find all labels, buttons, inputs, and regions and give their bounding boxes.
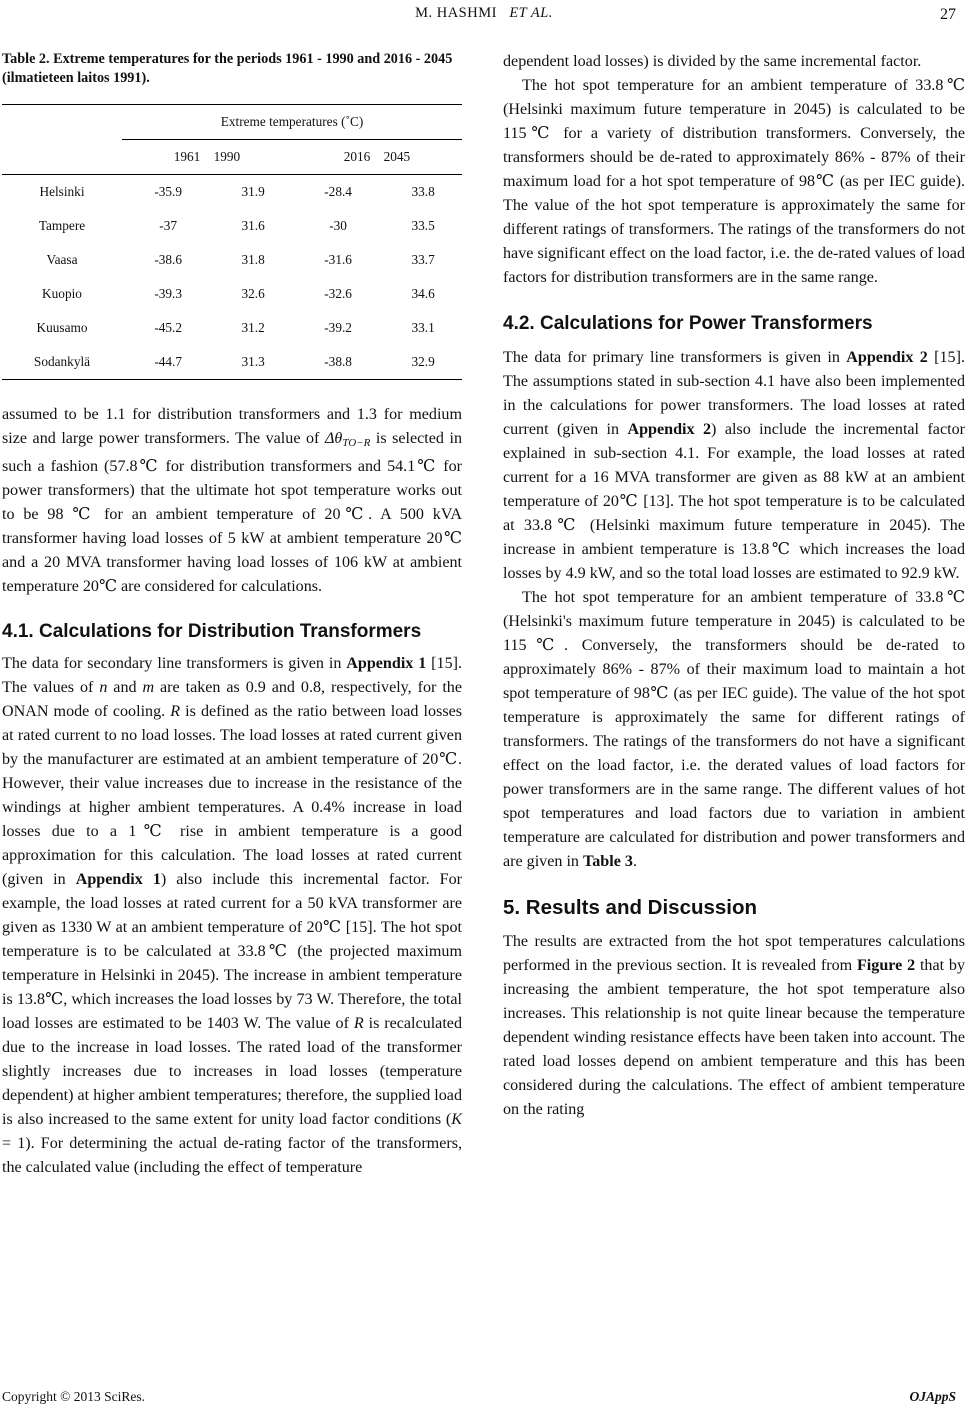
city-cell: Vaasa (46, 252, 78, 267)
value-cell: -30 (329, 218, 347, 233)
paragraph-power (503, 346, 965, 586)
table-row (2, 175, 462, 210)
text-run: and (107, 679, 143, 696)
table-row (2, 277, 462, 311)
text-run: ) also include this incremental factor. For example, the load losses at rated current for a 50 kVA transformer are given as 1330 W at an ambient temperature of 20℃ [15]. The hot spot temperature is to be calculated at 33.8℃ (the projected maximum temperature in Helsinki in 2045). The increase in ambient temperature is 13.8℃, which increases the load losses by 73 W. Therefore, the total load losses are estimated to be 1403 W. The value of (2, 871, 462, 1032)
value-cell: 31.9 (241, 184, 265, 199)
value-cell: 33.7 (411, 252, 435, 267)
value-cell: 32.6 (241, 286, 265, 301)
table-row (2, 345, 462, 380)
symbol-k: K (451, 1111, 462, 1128)
table-row (2, 209, 462, 243)
text-run: [15]. The values of (2, 655, 462, 696)
paragraph-results (503, 930, 965, 1122)
text-run: [15]. The assumptions stated in sub-section 4.1 have also been implemented in the calculations for power transformers. The load losses at rated current (given in (503, 349, 965, 438)
value-cell: 32.9 (384, 345, 462, 380)
value-cell: 33.5 (411, 218, 435, 233)
value-cell: -44.7 (122, 345, 214, 380)
journal-abbrev: OJAppS (909, 1389, 956, 1404)
table-period-row (2, 140, 462, 175)
value-cell: -39.3 (154, 286, 183, 301)
city-cell: Kuusamo (36, 320, 88, 335)
value-cell: -28.4 (324, 184, 352, 199)
text-run: is recalculated due to the increase in load losses. The rated load of the transformer slightly increases due to increases in load losses (temperature dependent) at higher ambient temperatures; therefore, the supplied load is also increased to the same extent for unity load factor conditions ( (2, 1015, 462, 1128)
city-cell: Kuopio (42, 286, 82, 301)
value-cell: -38.8 (292, 345, 384, 380)
right-column (503, 50, 965, 1122)
table-group-header-row (2, 105, 462, 140)
paragraph-distribution (2, 652, 462, 1180)
period-1961-1990: 1961 1990 (122, 140, 292, 175)
text-run: ) also include the incremental factor explained in sub-section 4.1. For example, the load losses at rated current for a 16 MVA transformer are given as 88 kW at an ambient temperature of 20℃ [13]. The hot spot temperature is to be calculated at 33.8℃ (Helsinki maximum future temperature in 2045). The increase in ambient temperature is 13.8℃ which increases the load losses by 4.9 kW, and so the total load losses are estimated to 92.9 kW. (503, 421, 965, 582)
subscript: TO−R (342, 437, 371, 449)
text-run: is defined as the ratio between load losses at rated current to no load losses. The load losses at rated current given by the manufacturer are estimated at an ambient temperature of 20℃. However, their value increases due to increase in the resistance of the windings at higher ambient temperatures. A 0.4% increase in load losses due to a 1℃ rise in ambient temperature is a good approximation for this calculation. The load losses at rated current (given in (2, 703, 463, 888)
text-run: . (632, 853, 637, 870)
value-cell: 31.6 (241, 218, 265, 233)
table-row (2, 243, 462, 277)
text-run: that by increasing the ambient temperature, the hot spot temperature also increases. This relationship is not quite linear because the temperature dependent winding resistance effects have been taken into account. The rated load losses depend on ambient temperature and this has been considered during the calculations. The effect of ambient temperature on the rating (503, 957, 966, 1118)
paragraph-assumptions (2, 403, 462, 599)
running-head-authors (0, 5, 968, 22)
value-cell: -35.9 (154, 184, 183, 199)
table-row (2, 311, 462, 345)
value-cell: -39.2 (324, 320, 352, 335)
delta-theta-symbol: Δθ (324, 430, 343, 447)
value-cell: -38.6 (154, 252, 183, 267)
appendix-2-ref: Appendix 2 (846, 349, 928, 366)
section-heading-5: 5. Results and Discussion (503, 896, 758, 919)
symbol-n: n (99, 679, 108, 696)
value-cell: 33.8 (411, 184, 435, 199)
text-run: is selected in such a fashion (57.8℃ for distribution transformers and 54.1℃ for power transformers) that the ultimate hot spot temperature works out to be 98 ℃ for an ambient temperature of 20℃. A 500 kVA transformer having load losses of 5 kW at ambient temperature 20℃ and a 20 MVA transformer having load losses of 106 kW at ambient temperature 20℃ are considered for calculations. (2, 430, 462, 595)
value-cell: -31.6 (324, 252, 352, 267)
symbol-r: R (170, 703, 181, 720)
text-run: The data for secondary line transformers is given in (2, 655, 347, 672)
extreme-temperatures-table (2, 104, 462, 380)
text-run: assumed to be 1.1 for distribution transformers and 1.3 for medium size and large power transformers. The value of (2, 406, 462, 447)
author-names: M. HASHMI (415, 5, 497, 21)
city-cell: Sodankylä (2, 345, 122, 380)
section-heading-4-2: 4.2. Calculations for Power Transformers (503, 313, 873, 334)
running-head (0, 2, 968, 26)
et-al: ET AL. (509, 5, 553, 21)
value-cell: 33.1 (411, 320, 435, 335)
symbol-m: m (142, 679, 155, 696)
page-number: 27 (940, 6, 956, 23)
value-cell: 31.3 (214, 345, 292, 380)
text-run: are taken as 0.9 and 0.8, respectively, for the ONAN mode of cooling. (2, 679, 462, 720)
text-run: The results are extracted from the hot spot temperatures calculations performed in the previous section. It is revealed from (503, 933, 965, 974)
text-run: = 1). For determining the actual de-rating factor of the transformers, the calculated value (including the effect of temperature (2, 1135, 462, 1176)
value-cell: -32.6 (324, 286, 352, 301)
value-cell: -45.2 (154, 320, 183, 335)
value-cell: 31.8 (241, 252, 265, 267)
period-2016-2045: 2016 2045 (292, 140, 462, 175)
symbol-r: R (353, 1015, 364, 1032)
city-cell: Helsinki (39, 184, 85, 199)
section-heading-4-1: 4.1. Calculations for Distribution Transformers (2, 621, 422, 642)
paragraph-continued: dependent load losses) is divided by the same incremental factor. (503, 53, 922, 70)
appendix-1-ref: Appendix 1 (346, 655, 427, 672)
appendix-1-ref: Appendix 1 (75, 871, 161, 888)
text-run: The hot spot temperature for an ambient temperature of 33.8℃ (Helsinki's maximum future temperature in 2045) is calculated to be 115℃. Conversely, the transformers should be de-rated to approximately 86% - 87% of their maximum load to maintain a hot spot temperature of 98℃ (as per IEC guide). The value of the hot spot temperature is approximately the same for different ratings of transformers. The ratings of the transformers do not have a significant effect on the load factor, i.e. the derated values of load factors for power transformers are in the same range. The different values of hot spot temperatures and load factors due to variation in ambient temperature are calculated for distribution and power transformers and are given in (503, 589, 965, 870)
table-caption: Table 2. Extreme temperatures for the periods 1961 - 1990 and 2016 - 2045 (ilmatieteen laitos 1991). (2, 51, 453, 86)
paragraph-distribution-result: The hot spot temperature for an ambient temperature of 33.8℃ (Helsinki maximum future temperature in 2045) is calculated to be 115℃ for a variety of distribution transformers. Conversely, the transformers should be de-rated to approximately 86% - 87% of their maximum load for a hot spot temperature of 98℃ (as per IEC guide). The value of the hot spot temperature is approximately the same for different ratings of transformers. The ratings of the transformers do not have significant effect on the load factor, i.e. the de-rated values of load factors for distribution transformers are in the same range. (503, 77, 965, 286)
text-run: The data for primary line transformers is given in (503, 349, 847, 366)
paragraph-power-result (503, 586, 965, 874)
table-group-header: Extreme temperatures (˚C) (122, 105, 462, 140)
value-cell: 34.6 (411, 286, 435, 301)
figure-2-ref: Figure 2 (856, 957, 916, 974)
city-cell: Tampere (38, 218, 86, 233)
copyright-notice: Copyright © 2013 SciRes. (2, 1389, 146, 1404)
appendix-2-ref: Appendix 2 (627, 421, 712, 438)
left-column (2, 50, 462, 1180)
table-3-ref: Table 3 (583, 853, 633, 870)
value-cell: -37 (159, 218, 178, 233)
value-cell: 31.2 (241, 320, 265, 335)
